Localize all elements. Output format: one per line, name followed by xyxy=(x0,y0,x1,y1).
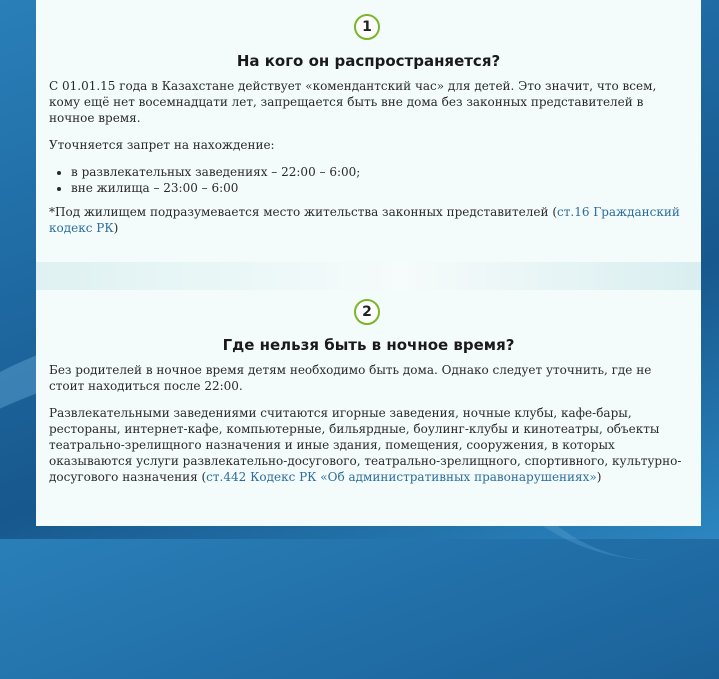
section-number-badge: 2 xyxy=(354,299,380,325)
list-item: • вне жилища – 23:00 – 6:00 xyxy=(71,180,689,196)
section-divider xyxy=(36,262,701,290)
content-card xyxy=(36,0,701,526)
bullet-list xyxy=(49,164,689,196)
paragraph-end: ) xyxy=(596,470,602,484)
section-paragraph xyxy=(49,405,689,485)
section-paragraph: Без родителей в ночное время детям необходимо быть дома. Однако следует уточнить, где не стоит находиться после 22:00. xyxy=(49,363,652,393)
paragraph-text: Развлекательными заведениями считаются игорные заведения, ночные клубы, кафе-бары, рестораны, интернет-кафе, компьютерные, бильярдные, боулинг-клубы и кинотеатры, объекты театрально-зрелищного назначения и иные здания, помещения, сооружения, в которых оказываются услуги развлекательно-досугового, театрально-зрелищного, спортивного, культурно-досугового назначения ( xyxy=(49,406,682,484)
list-item: • в развлекательных заведениях – 22:00 – 6:00; xyxy=(71,164,689,180)
footnote-text: *Под жилищем подразумевается место жительства законных представителей ( xyxy=(49,205,558,219)
section-title: Где нельзя быть в ночное время? xyxy=(222,336,515,354)
footnote xyxy=(49,204,689,236)
law-link[interactable]: ст.16 Гражданский кодекс РК xyxy=(49,205,680,235)
section-title: На кого он распространяется? xyxy=(236,52,501,70)
section-1 xyxy=(36,0,701,262)
footnote-end: ) xyxy=(113,221,119,235)
section-2 xyxy=(36,290,701,526)
section-paragraph: С 01.01.15 года в Казахстане действует «комендантский час» для детей. Это значит, что всем, кому ещё нет восемнадцати лет, запрещается быть вне дома без законных представителей в ночное время. xyxy=(49,79,657,125)
law-link[interactable]: ст.442 Кодекс РК «Об административных правонарушениях» xyxy=(206,470,597,484)
section-paragraph: Уточняется запрет на нахождение: xyxy=(49,138,275,152)
section-number-badge: 1 xyxy=(354,14,380,40)
